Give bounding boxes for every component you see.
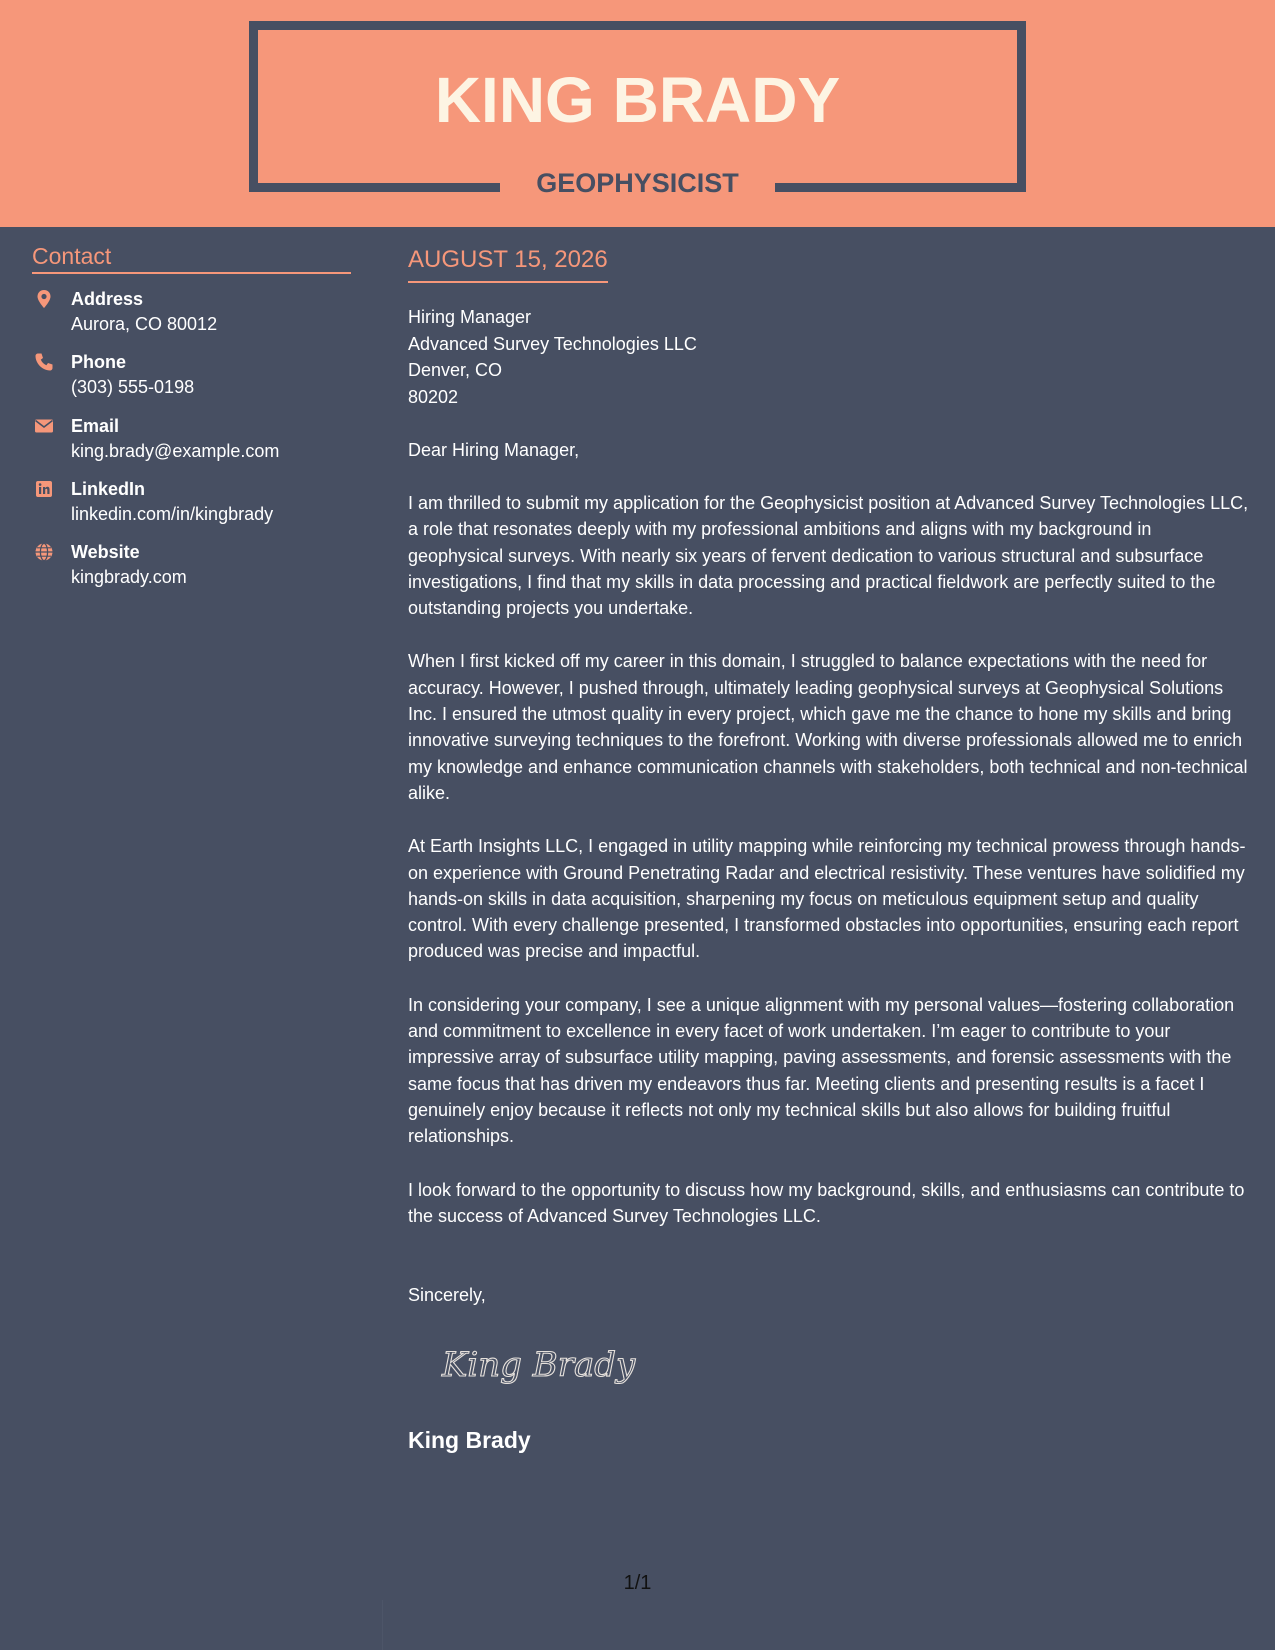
recipient-line: Advanced Survey Technologies LLC [408,333,697,354]
location-pin-icon [34,289,54,309]
page-number: 1/1 [623,1572,652,1594]
envelope-icon [34,416,54,436]
body-paragraph: When I first kicked off my career in this domain, I struggled to balance expectations with the need for accuracy. However, I pushed through, ultimately leading geophysical surveys at Geophysical Solutions Inc. I ensured the utmost quality in every project, which gave me the chance to hone my skills and bring innovative surveying techniques to the forefront. Working with diverse professionals allowed me to enrich my knowledge and enhance communication channels with stakeholders, both technical and non-technical alike. [408,651,1248,803]
contact-label: Website [71,542,140,562]
globe-icon [34,542,54,562]
contact-label: Email [71,416,120,436]
header-banner [0,0,1275,227]
contact-item-phone [32,350,352,406]
contact-item-address [32,287,352,343]
column-divider [382,1600,383,1650]
contact-label: LinkedIn [71,479,146,499]
linkedin-value[interactable]: linkedin.com/in/kingbrady [71,504,274,524]
body-paragraph: In considering your company, I see a unique alignment with my personal values—fostering collaboration and commitment to excellence in every facet of work undertaken. I’m eager to contribute to your impressive array of subsurface utility mapping, paving assessments, and forensic assessments with the same focus that has driven my endeavors thus far. Meeting clients and presenting results is a facet I genuinely enjoy because it reflects not only my technical skills but also allows for building fruitful relationships. [408,994,1235,1147]
contact-label: Address [71,289,144,309]
phone-icon [34,352,54,372]
signature-image [440,1334,640,1394]
candidate-name: KING BRADY [434,64,841,136]
email-value[interactable]: king.brady@example.com [71,441,280,461]
website-value[interactable]: kingbrady.com [71,567,187,587]
contact-item-linkedin [32,477,352,533]
contact-divider [32,272,351,274]
contact-heading: Contact [32,243,112,269]
recipient-line: Denver, CO [408,360,503,381]
body-paragraph: At Earth Insights LLC, I engaged in utility mapping while reinforcing my technical prowess through hands-on experience with Ground Penetrating Radar and electrical resistivity. These ventures have solidified my hands-on skills in data acquisition, sharpening my focus on meticulous equipment setup and quality control. With every challenge presented, I transformed obstacles into opportunities, ensuring each report produced was precise and impactful. [408,836,1246,962]
contact-label: Phone [71,352,127,372]
contact-item-website [32,540,352,596]
signer-name: King Brady [408,1427,531,1453]
contact-item-email [32,414,352,470]
recipient-line: Hiring Manager [408,307,532,327]
job-title: GEOPHYSICIST [536,168,739,198]
body-paragraph: I look forward to the opportunity to discuss how my background, skills, and enthusiasms can contribute to the success of Advanced Survey Technologies LLC. [408,1179,1245,1226]
recipient-block [408,304,697,410]
linkedin-icon [34,479,54,499]
salutation: Dear Hiring Manager, [408,440,580,460]
recipient-line: 80202 [408,386,459,407]
body-paragraph: I am thrilled to submit my application for the Geophysicist position at Advanced Survey Technologies LLC, a role that resonates deeply with my professional ambitions and aligns with my background in geophysical surveys. With nearly six years of fervent dedication to various structural and subsurface investigations, I find that my skills in data processing and practical fieldwork are perfectly suited to the outstanding projects you undertake. [408,493,1249,619]
signature-text: King Brady [442,1345,636,1385]
letter-date: AUGUST 15, 2026 [408,244,608,283]
letter-body [408,490,1250,1256]
phone-value: (303) 555-0198 [71,377,195,397]
address-value: Aurora, CO 80012 [71,314,218,334]
closing: Sincerely, [408,1285,486,1305]
